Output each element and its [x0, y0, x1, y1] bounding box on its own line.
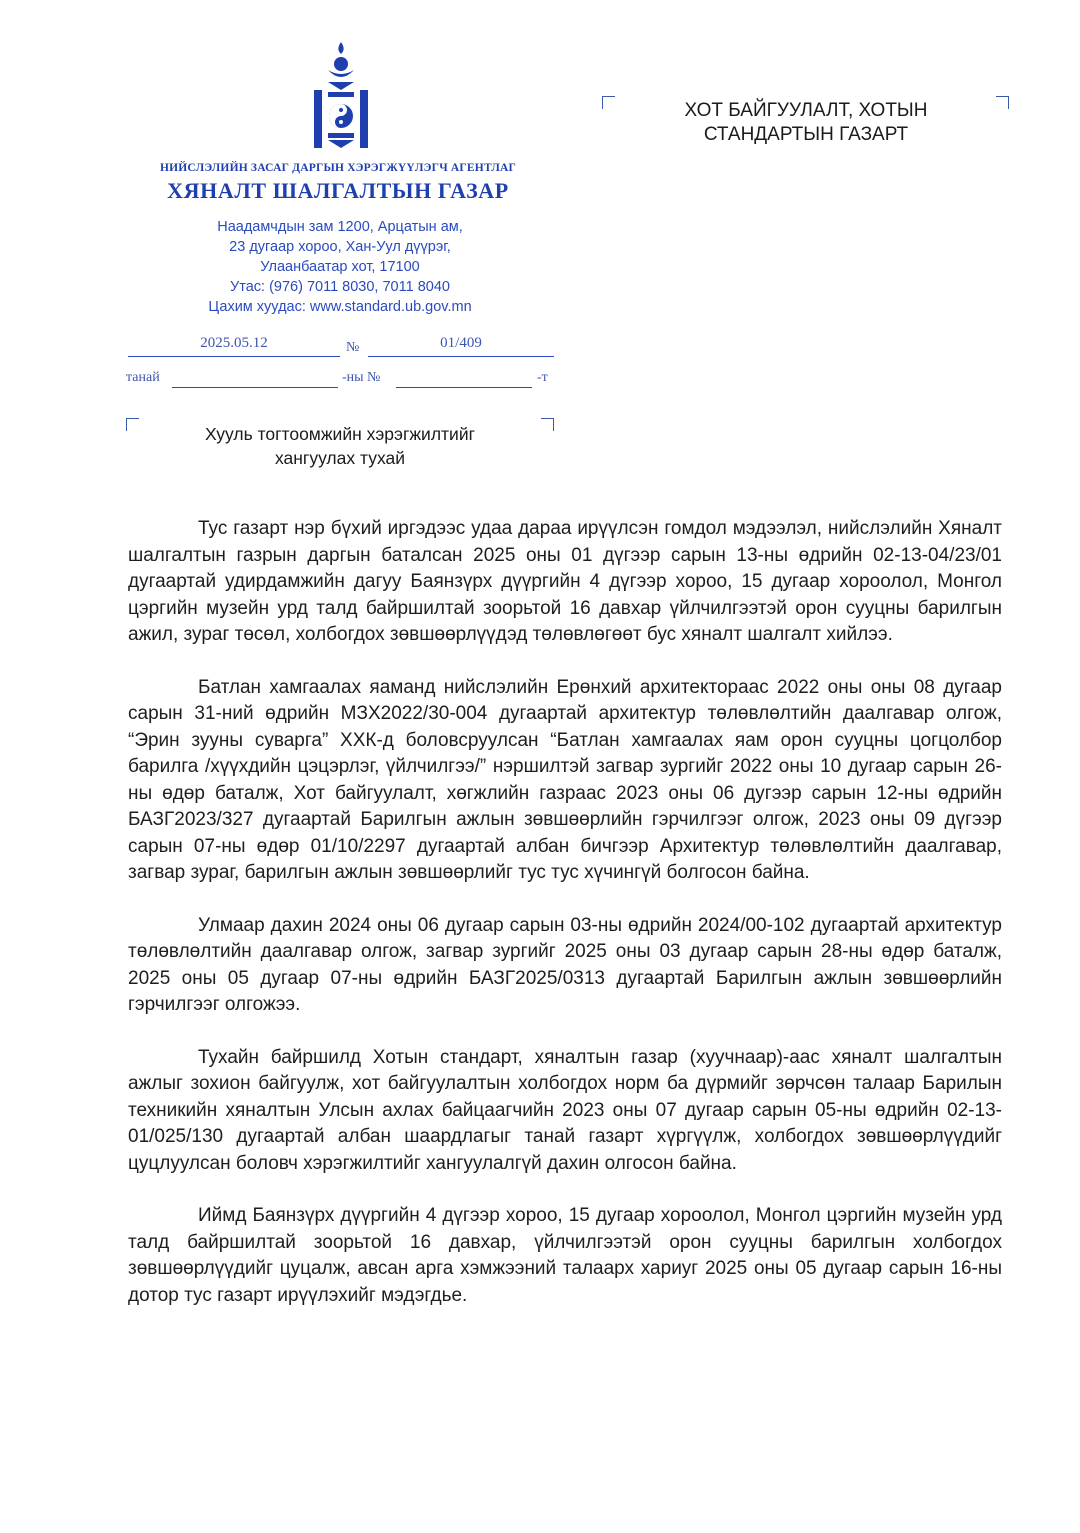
letter-number: 01/409	[440, 335, 482, 351]
body-paragraph: Улмаар дахин 2024 оны 06 дугаар сарын 03-ны өдрийн 2024/00-102 дугаартай архитектур төлөвлөлтийн даалгавар олгож, загвар зургийг 2025 оны 03 дугаар сарын 28-ны өдөр баталж, 2025 оны 05 дугаар 07-ны өдрийн БАЗГ2025/0313 дугаартай Барилгын ажлын зөвшөөрлийн гэрчилгээг олгожээ.	[128, 914, 1002, 1015]
letter-body	[128, 516, 1002, 1335]
tanai-label: танай	[126, 370, 160, 385]
body-paragraph: Батлан хамгаалах яаманд нийслэлийн Ерөнхий архитектораас 2022 оны оны 08 дугаар сарын 31-ний өдрийн МЗХ2022/30-004 дугаартай архитектур төлөвлөлтийн даалгавар олгож, “Эрин зууны суварга” ХХК-д боловсруулсан “Батлан хамгаалах яам орон сууцны цогцолбор барилга /хүүхдийн цэцэрлэг, үйлчилгээ/” нэршилтэй загвар зургийг 2022 оны 10 дугаар сарын 26-ны өдөр баталж, Хот байгуулалт, хөгжлийн газраас 2023 оны 06 дугээр сарын 12-ны өдрийн БАЗГ2023/327 дугаартай Барилгын ажлын зөвшөөрлийн гэрчилгээг олгож, 2023 оны 09 дүгээр сарын 07-ны өдөр 01/10/2297 дугаартай албан бичгээр Архитектур төлөвлөлтийн даалгавар, загвар зураг, барилгын ажлын зөвшөөрлийг тус тус хүчингүй болгосон байна.	[128, 676, 1002, 883]
phone-line: Утас: (976) 7011 8030, 7011 8040	[230, 279, 450, 295]
letter-date: 2025.05.12	[200, 335, 268, 351]
nyn-number-label: -ны №	[342, 370, 381, 385]
number-label: №	[346, 340, 360, 355]
subject-corner-right	[541, 418, 554, 431]
subject-corner-left	[126, 418, 139, 431]
body-paragraph: Тухайн байршилд Хотын стандарт, хяналтын газар (хуучнаар)-аас хяналт шалгалтын ажлыг зохион байгуулж, хот байгуулалтын холбогдох норм ба дүрмийг зөрчсөн талаар Барилын техникийн хяналтын Улсын ахлах байцаагчийн 2023 оны 07 дугаар сарын 05-ны өдрийн 02-13-01/025/130 дугаартай албан шаардлагыг танай газарт хүргүүлж, холбогдох зөвшөөрлүүдийг цуцлуулсан боловч хэрэгжилтийг хангуулалгүй дахин олгосон байна.	[128, 1046, 1002, 1174]
ref-number-underline	[396, 387, 532, 388]
website-line: Цахим хуудас: www.standard.ub.gov.mn	[208, 299, 472, 315]
recipient-corner-left	[602, 96, 615, 109]
agency-parent-name: НИЙСЛЭЛИЙН ЗАСАГ ДАРГЫН ХЭРЭГЖҮҮЛЭГЧ АГЕНТЛАГ	[159, 162, 517, 174]
t-label: -т	[537, 370, 548, 385]
subject-line-2: хангуулах тухай	[274, 448, 406, 468]
recipient-line-1: ХОТ БАЙГУУЛАЛТ, ХОТЫН	[684, 100, 928, 121]
soyombo-emblem-icon	[308, 40, 374, 152]
recipient-corner-right	[996, 96, 1009, 109]
address-line: Наадамчдын зам 1200, Арцатын ам,	[217, 219, 463, 235]
date-underline	[128, 356, 340, 357]
subject-line-1: Хууль тогтоомжийн хэрэгжилтийг	[205, 424, 475, 444]
recipient-line-2: СТАНДАРТЫН ГАЗАРТ	[703, 124, 909, 145]
body-paragraph: Иймд Баянзүрх дүүргийн 4 дүгээр хороо, 15 дугаар хороолол, Монгол цэргийн музейн урд талд байршилтай зоорьтой 16 давхар, үйлчилгээтэй орон сууцны барилгын холбогдох зөвшөөрлүүдийг цуцалж, авсан арга хэмжээний талаарх хариуг 2025 оны 05 дугаар сарын 16-ны дотор тус газарт ирүүлэхийг мэдэгдье.	[128, 1205, 1002, 1306]
body-paragraph: Тус газарт нэр бүхий иргэдээс удаа дараа ирүүлсэн гомдол мэдээлэл, нийслэлийн Хяналт шалгалтын газрын даргын баталсан 2025 оны 01 дүгээр сарын 13-ны өдрийн 02-13-04/23/01 дугаартай удирдамжийн дагуу Баянзүрх дүүргийн 4 дүгээр хороо, 15 дугаар хороолол, Монгол цэргийн музейн урд талд байршилтай зоорьтой 16 давхар үйлчилгээтэй орон сууцны барилгын ажил, зураг төсөл, холбогдох зөвшөөрлүүдэд төлөвлөгөөт бус хяналт шалгалт хийлээ.	[128, 518, 1002, 645]
address-line: 23 дугаар хороо, Хан-Уул дүүрэг,	[229, 239, 451, 255]
number-underline	[368, 356, 554, 357]
agency-name: ХЯНАЛТ ШАЛГАЛТЫН ГАЗАР	[167, 178, 509, 203]
tanai-underline	[172, 387, 338, 388]
address-line: Улаанбаатар хот, 17100	[260, 259, 420, 275]
